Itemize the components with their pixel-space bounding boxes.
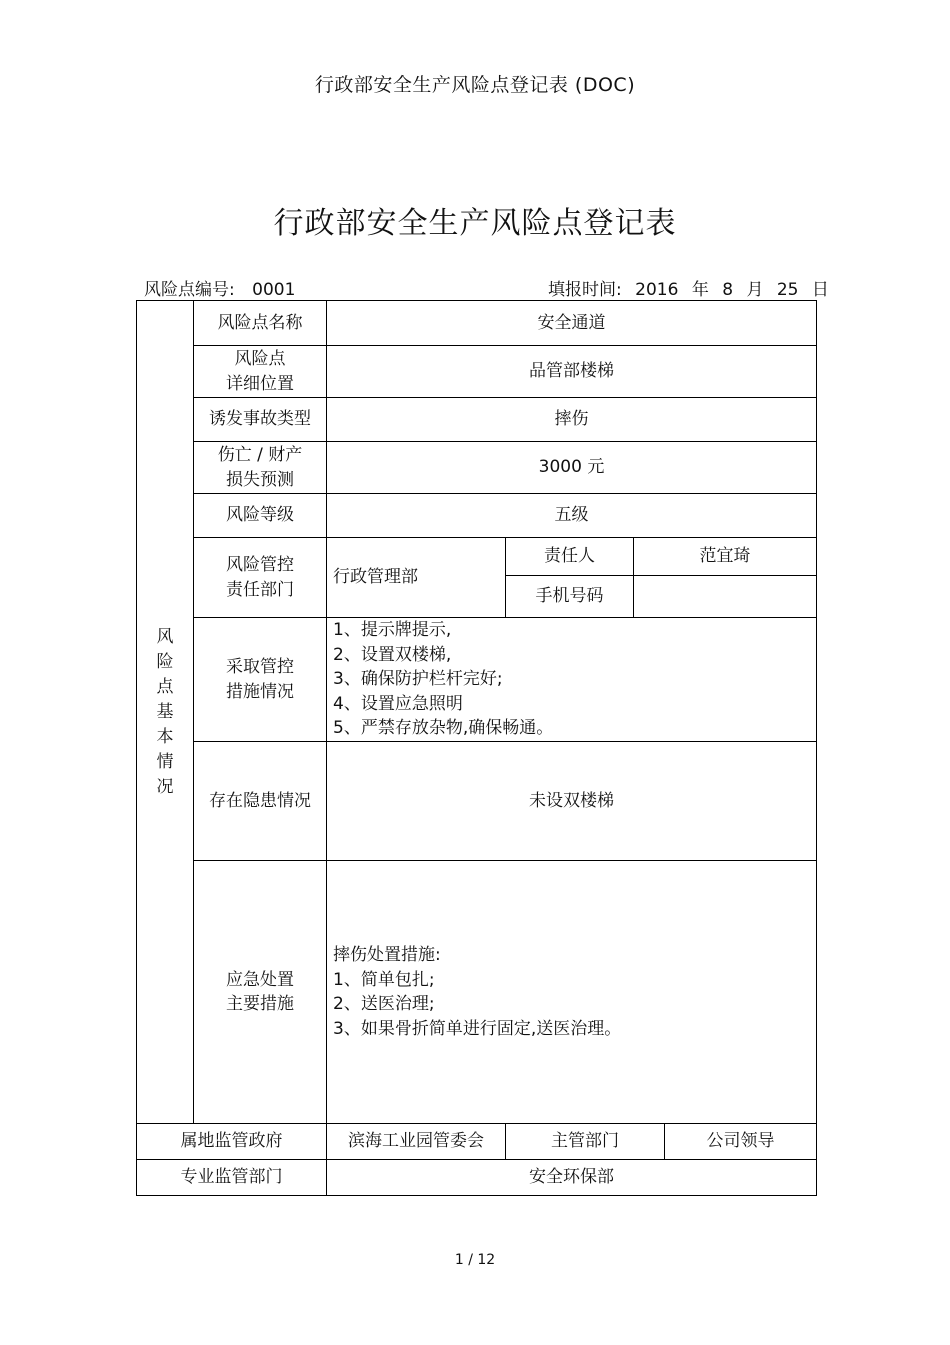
main-dept-label: 主管部门 — [506, 1124, 665, 1160]
phone-value — [634, 576, 817, 618]
table-row — [137, 442, 817, 494]
fill-date-month-unit: 月 — [746, 280, 764, 300]
accident-type-value: 摔伤 — [327, 398, 817, 442]
loss-label: 伤亡 / 财产 损失预测 — [194, 442, 327, 494]
dept-value: 行政管理部 — [327, 538, 506, 618]
risk-code-value: 0001 — [252, 280, 296, 300]
measures-label: 采取管控 措施情况 — [194, 618, 327, 742]
fill-date-year: 2016 — [635, 280, 679, 300]
table-row — [137, 346, 817, 398]
side-label: 风险点基本情况 — [156, 626, 174, 797]
fill-date-month: 8 — [722, 280, 734, 300]
fill-date-label: 填报时间: — [548, 280, 622, 300]
fill-date-day-unit: 日 — [811, 280, 829, 300]
person-value: 范宜琦 — [634, 538, 817, 576]
name-value: 安全通道 — [327, 301, 817, 346]
risk-code — [144, 275, 307, 300]
hazard-label: 存在隐患情况 — [194, 742, 327, 861]
emergency-label: 应急处置 主要措施 — [194, 861, 327, 1124]
level-value: 五级 — [327, 494, 817, 538]
list-item: 2、送医治理; — [333, 994, 435, 1014]
dept-label: 风险管控 责任部门 — [194, 538, 327, 618]
list-item: 1、提示牌提示, — [333, 620, 452, 641]
list-item: 3、确保防护栏杆完好; — [333, 669, 503, 690]
level-label: 风险等级 — [194, 494, 327, 538]
location-label: 风险点 详细位置 — [194, 346, 327, 398]
table-row — [137, 494, 817, 538]
page-total: 12 — [477, 1252, 496, 1268]
name-label: 风险点名称 — [194, 301, 327, 346]
hazard-value: 未设双楼梯 — [327, 742, 817, 861]
fill-date-day: 25 — [776, 280, 799, 300]
page-separator: / — [468, 1252, 473, 1268]
main-dept-value: 公司领导 — [665, 1124, 817, 1160]
list-item: 2、设置双楼梯, — [333, 644, 452, 665]
table-row — [137, 398, 817, 442]
table-row — [137, 618, 817, 742]
side-label-cell — [137, 301, 194, 1124]
phone-label: 手机号码 — [506, 576, 634, 618]
table-row — [137, 742, 817, 861]
gov-label: 属地监管政府 — [137, 1124, 327, 1160]
table-row — [137, 1160, 817, 1196]
gov-value: 滨海工业园管委会 — [327, 1124, 506, 1160]
person-label: 责任人 — [506, 538, 634, 576]
table-row — [137, 538, 817, 576]
accident-type-label: 诱发事故类型 — [194, 398, 327, 442]
document-header: 行政部安全生产风险点登记表 (DOC) — [314, 74, 636, 96]
pro-value: 安全环保部 — [327, 1160, 817, 1196]
pro-label: 专业监管部门 — [137, 1160, 327, 1196]
measures-list — [327, 618, 817, 742]
loss-value: 3000 元 — [327, 442, 817, 494]
fill-date-year-unit: 年 — [691, 280, 709, 300]
table-row — [137, 301, 817, 346]
table-row — [137, 861, 817, 1124]
risk-code-label: 风险点编号: — [144, 280, 235, 300]
risk-register-table — [136, 300, 817, 1196]
list-item: 1、简单包扎; — [333, 969, 435, 990]
list-item: 4、设置应急照明 — [333, 693, 463, 714]
list-item: 5、严禁存放杂物,确保畅通。 — [333, 718, 554, 739]
page-number — [0, 1252, 950, 1268]
page-current: 1 — [454, 1252, 464, 1268]
table-row — [137, 1124, 817, 1160]
emergency-list — [327, 861, 817, 1124]
list-item: 摔伤处置措施: — [333, 945, 441, 965]
fill-date — [548, 275, 837, 300]
location-value: 品管部楼梯 — [327, 346, 817, 398]
form-title: 行政部安全生产风险点登记表 — [273, 206, 677, 241]
list-item: 3、如果骨折简单进行固定,送医治理。 — [333, 1018, 622, 1039]
